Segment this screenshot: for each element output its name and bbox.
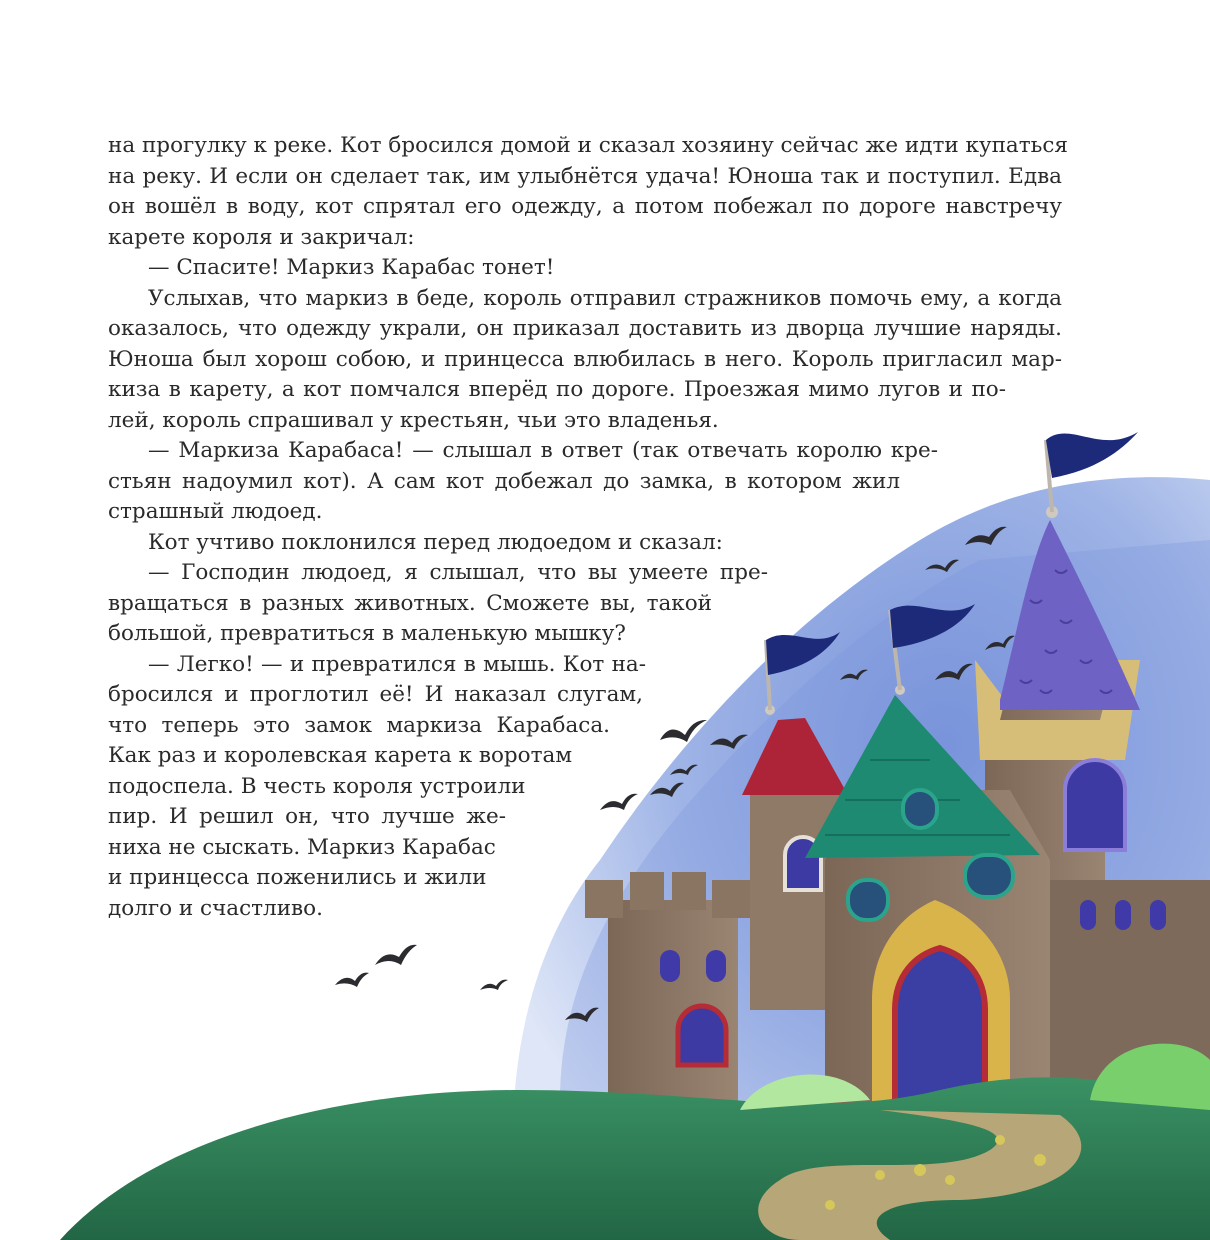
text-line: лей, король спрашивал у крестьян, чьи это владенья. — [108, 407, 719, 433]
text-line: на реку. И если он сделает так, им улыбнётся удача! Юноша так и поступил. Едва — [108, 163, 1062, 189]
text-line: оказалось, что одежду украли, он приказал доставить из дворца лучшие наряды. — [108, 316, 1062, 341]
text-line: страшный людоед. — [108, 499, 323, 524]
text-line: ниха не сыскать. Маркиз Карабас — [108, 834, 496, 860]
text-line: и принцесса поженились и жили — [108, 865, 487, 890]
text-line: — Маркиза Карабаса! — слышал в ответ (так отвечать королю кре- — [148, 438, 938, 463]
text-line: киза в карету, а кот помчался вперёд по дороге. Проезжая мимо лугов и по- — [108, 377, 1006, 402]
text-line: что теперь это замок маркиза Карабаса. — [108, 712, 610, 738]
text-line: стьян надоумил кот). А сам кот добежал до замка, в котором жил — [108, 468, 900, 494]
bird-icon — [375, 945, 417, 965]
story-text — [108, 131, 1068, 924]
text-line: пир. И решил он, что лучше же- — [108, 804, 506, 829]
text-line: подоспела. В честь короля устроили — [108, 773, 526, 799]
text-line: большой, превратиться в маленькую мышку? — [108, 621, 626, 646]
text-line: — Легко! — и превратился в мышь. Кот на- — [148, 651, 646, 677]
text-line: — Спасите! Маркиз Карабас тонет! — [148, 255, 555, 280]
text-line: Юноша был хорош собою, и принцесса влюбилась в него. Король пригласил мар- — [108, 346, 1062, 372]
text-line: Как раз и королевская карета к воротам — [108, 743, 573, 768]
text-line: бросился и проглотил её! И наказал слугам, — [108, 682, 643, 707]
bird-icon — [480, 980, 508, 990]
text-line: на прогулку к реке. Кот бросился домой и сказал хозяину сейчас же идти купаться — [108, 133, 1068, 158]
bird-icon — [335, 973, 369, 987]
text-line: карете короля и закричал: — [108, 224, 415, 250]
text-line: долго и счастливо. — [108, 895, 323, 921]
text-line: — Господин людоед, я слышал, что вы умеете пре- — [148, 560, 768, 585]
text-line: Услыхав, что маркиз в беде, король отправил стражников помочь ему, а когда — [148, 285, 1062, 311]
text-line: Кот учтиво поклонился перед людоедом и сказал: — [148, 529, 723, 555]
text-line: вращаться в разных животных. Сможете вы, такой — [108, 590, 712, 616]
text-line: он вошёл в воду, кот спрятал его одежду, а потом побежал по дороге навстречу — [108, 194, 1062, 219]
